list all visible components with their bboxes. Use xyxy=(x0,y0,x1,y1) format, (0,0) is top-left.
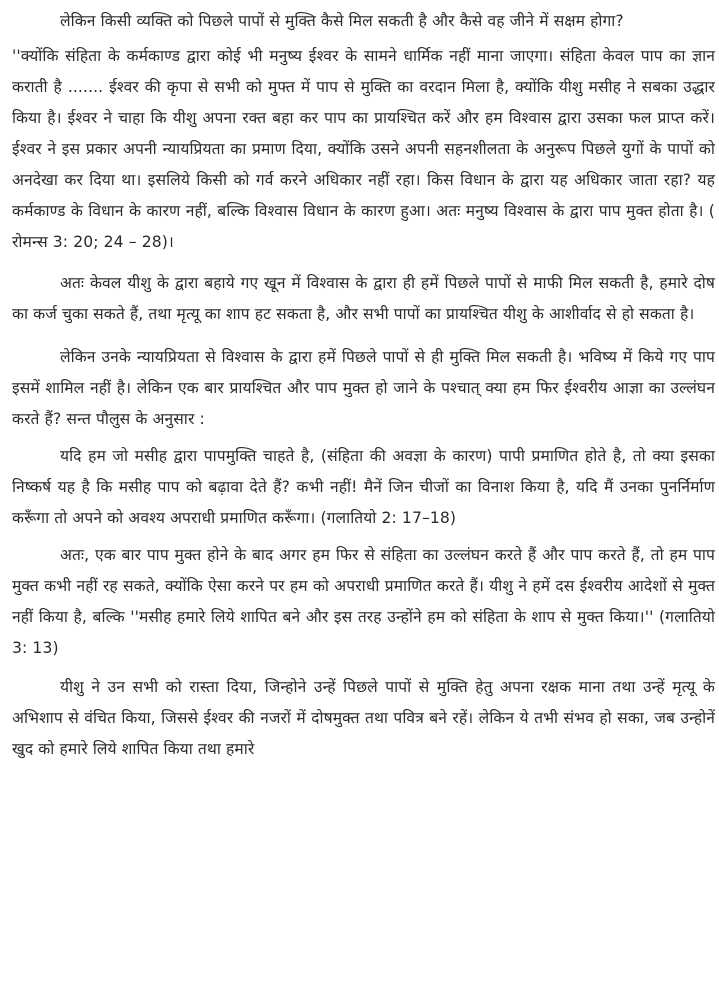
paragraph-romans-quote: ''क्योंकि संहिता के कर्मकाण्ड द्वारा कोई भी मनुष्य ईश्वर के सामने धार्मिक नहीं माना जाएगा। संहिता केवल पाप का ज्ञान कराती है ....... ईश्वर की कृपा से सभी को मुफ्त में पाप से मुक्ति का वरदान मिला है, क्योंकि यीशु मसीह ने सबका उद्धार किया है। ईश्वर ने चाहा कि यीशु अपना रक्त बहा कर पाप का प्रायश्चित करें और हम विश्वास द्वारा उसका फल प्राप्त करें। ईश्वर ने इस प्रकार अपनी न्यायप्रियता का प्रमाण दिया, क्योंकि उसने अपनी सहनशीलता के अनुरूप पिछले युगों के पापों को अनदेखा कर दिया था। इसलिये किसी को गर्व करने अधिकार नहीं रहा। किस विधान के द्वारा यह अधिकार जाता रहा? यह कर्मकाण्ड के विधान के कारण नहीं, बल्कि विश्वास विधान के कारण हुआ। अतः मनुष्य विश्वास के द्वारा पाप मुक्त होता है। ( रोमन्स 3: 20; 24 – 28)। xyxy=(12,47,715,251)
paragraph-question: लेकिन किसी व्यक्ति को पिछले पापों से मुक्ति कैसे मिल सकती है और कैसे वह जीने में सक्षम होगा? xyxy=(60,12,624,30)
paragraph-past-sins: लेकिन उनके न्यायप्रियता से विश्वास के द्वारा हमें पिछले पापों से ही मुक्ति मिल सकती है। भविष्य में किये गए पाप इसमें शामिल नहीं है। लेकिन एक बार प्रायश्चित और पाप मुक्त हो जाने के पश्चात् क्या हम फिर ईश्वरीय आज्ञा का उल्लंघन करते हैं? सन्त पौलुस के अनुसार : xyxy=(12,348,715,428)
paragraph-commandments: अतः, एक बार पाप मुक्त होने के बाद अगर हम फिर से संहिता का उल्लंघन करते हैं और पाप करते हैं, तो हम पाप मुक्त कभी नहीं रह सकते, क्योंकि ऐसा करने पर हम को अपराधी प्रमाणित करते हैं। यीशु ने हमें दस ईश्वरीय आदेशों से मुक्त नहीं किया है, बल्कि ''मसीह हमारे लिये शापित बने और इस तरह उन्होंने हम को संहिता के शाप से मुक्त किया।'' (गलातियो 3: 13) xyxy=(12,546,715,657)
paragraph-jesus-path: यीशु ने उन सभी को रास्ता दिया, जिन्होने उन्हें पिछले पापों से मुक्ति हेतु अपना रक्षक माना तथा उन्हें मृत्यू के अभिशाप से वंचित किया, जिससे ईश्वर की नजरों में दोषमुक्त तथा पवित्र बने रहें। लेकिन ये तभी संभव हो सका, जब उन्होनें खुद को हमारे लिये शापित किया तथा हमारे xyxy=(12,678,715,758)
paragraph-forgiveness: अतः केवल यीशु के द्वारा बहाये गए खून में विश्वास के द्वारा ही हमें पिछले पापों से माफी मिल सकती है, हमारे दोष का कर्ज चुका सकते हैं, तथा मृत्यू का शाप हट सकता है, और सभी पापों का प्रायश्चित यीशु के आशीर्वाद से हो सकता है। xyxy=(12,274,715,323)
paragraph-galatians-quote: यदि हम जो मसीह द्वारा पापमुक्ति चाहते है, (संहिता की अवज्ञा के कारण) पापी प्रमाणित होते है, तो क्या इसका निष्कर्ष यह है कि मसीह पाप को बढ़ावा देते हैं? कभी नहीं! मैनें जिन चीजों का विनाश किया है, यदि मैं उनका पुनर्निर्माण करूँगा तो अपने को अवश्य अपराधी प्रमाणित करूँगा। (गलातियो 2: 17–18) xyxy=(12,447,715,527)
